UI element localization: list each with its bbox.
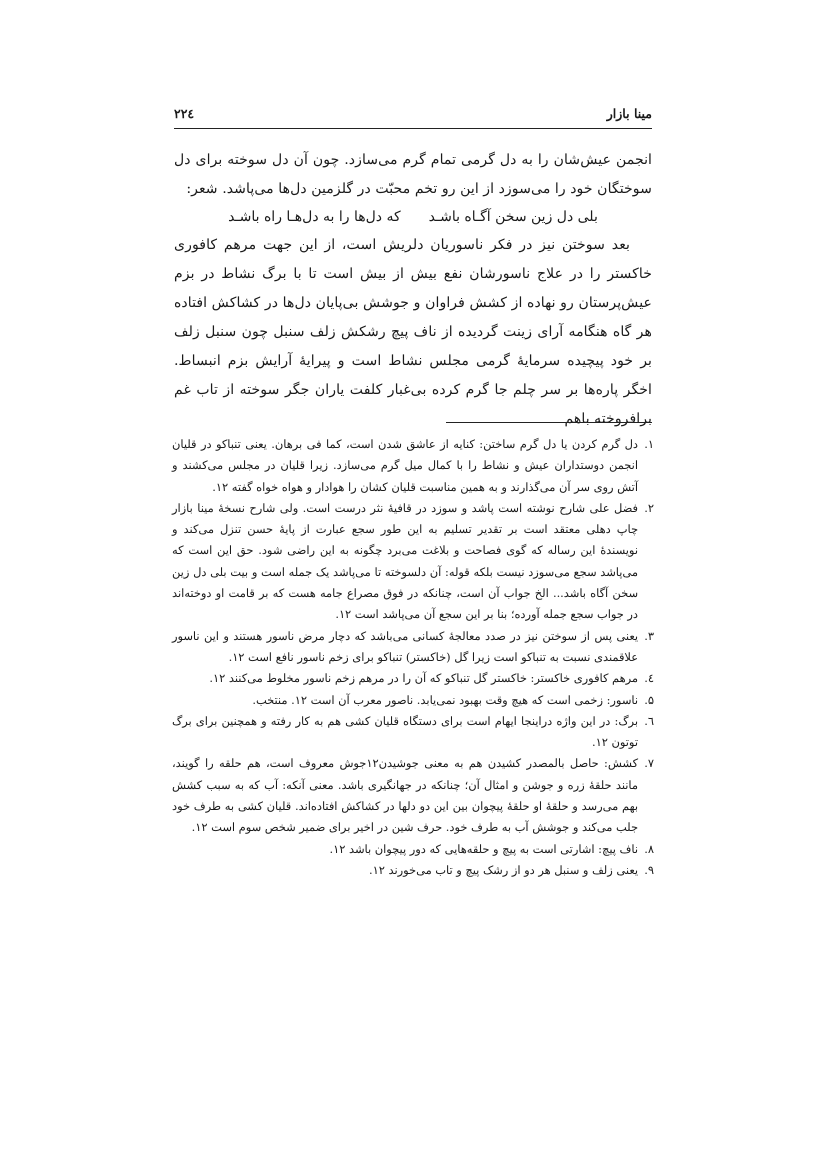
footnote-number: ۹. [644, 862, 654, 877]
footnote-text: برگ: در این واژه دراینجا ایهام است برای دستگاه قلیان کشی هم به کار رفته و همچنین برای برگ توتون ۱۲. [172, 713, 638, 750]
footnote [172, 668, 654, 689]
page-number: ۲۲٤ [174, 105, 195, 121]
footnote [172, 690, 654, 711]
footnote-number: ۸. [644, 841, 654, 856]
footnote-text: یعنی زلف و سنبل هر دو از رشک پیچ و تاب می‌خورند ۱۲. [369, 862, 638, 877]
footnote-text: مرهم کافوری خاکستر: خاکستر گل تنباکو که آن را در مرهم زخم ناسور مخلوط می‌کنند ۱۲. [209, 671, 638, 686]
paragraph-2: بعد سوختن نیز در فکر ناسوریان دلریش است، از این جهت مرهم کافوری خاکستر را در علاج ناسورشان نفع بیش از بیش است تا با برگ نشاط در بزم عیش‌پرستان رو نهاده از کشش فراوان و جوشش بی‌پایان دل‌ها در کشاکش افتاده هر گاه هنگامه آرای زینت گردیده از ناف پیچ رشکش زلف سنبل چون سنبل زلف بر خود پیچیده سرمایهٔ گرمی مجلس نشاط است و پیرایهٔ آرایش بزم انبساط. اخگر پاره‌ها بر سر چلم جا گرم کرده بی‌غبار کلفت یاران جگر سوخته از تاب غم برافروخته باهم [174, 237, 652, 427]
running-title: مینا بازار [606, 105, 652, 121]
footnote-number: ٤. [644, 671, 654, 686]
footnote [172, 860, 654, 881]
paragraph-1: انجمن عیش‌شان را به دل گرمی تمام گرم می‌سازد. چون آن دل سوخته برای دل سوختگان خود را می‌سوزد از این رو تخم محبّت در گلزمین دل‌ها می‌پاشد. شعر: [174, 152, 652, 197]
footnote [172, 839, 654, 860]
footnote-number: ۵. [644, 692, 654, 707]
footnote [172, 753, 654, 838]
footnote-number: ۱. [644, 437, 654, 451]
header-rule [174, 128, 652, 129]
footnote-text: دل گرم کردن یا دل گرم ساختن: کنایه از عاشق شدن است، کما فی برهان. یعنی تنباکو در قلیان انجمن دوستداران عیش و نشاط را با کمال میل گرم می‌سازد. زیرا قلیان در مجلس می‌کشند و آتش روی سر آن می‌گذارند و به همین مناسبت قلیان کشان را هوادار و هواه خواه گفته ۱۲. [172, 437, 638, 494]
footnote-number: ۷. [644, 756, 654, 771]
main-text [174, 146, 652, 434]
verse [174, 204, 652, 231]
footnote-text: یعنی پس از سوختن نیز در صدد معالجهٔ کسانی می‌باشد که دچار مرض ناسور هستند و این ناسور علاقمندی نسبت به تنباکو است زیرا گل (خاکستر) تنباکو برای زخم ناسور نافع است ۱۲. [172, 628, 638, 664]
page-header [174, 103, 652, 123]
verse-hemistich-left: که دل‌ها را به دل‌هـا راه باشـد [228, 209, 401, 225]
footnote-text: ناف پیچ: اشارتی است به پیچ و حلقه‌هایی که دور پیچوان باشد ۱۲. [329, 841, 638, 856]
footnote-number: ۲. [644, 500, 654, 515]
footnote [172, 434, 654, 498]
footnote-number: ۳. [644, 628, 654, 643]
verse-hemistich-right: بلی دل زین سخن آگـاه باشـد [428, 209, 598, 225]
footnotes [172, 434, 654, 881]
footnote-text: فضل علی شارح نوشته است پاشد و سوزد در قافیهٔ نثر درست است. ولی شارح نسخهٔ مینا بازار چاپ دهلی معتقد است بر تقدیر تسلیم به این طور سجع عبارت از پایهٔ حسن تنزل می‌کند و نویسندهٔ این رساله که گوی فصاحت و بلاغت می‌برد چگونه به این راضی شود. حق این است که می‌پاشد سجع می‌سوزد نیست بلکه قوله: آن دلسوخته تا می‌پاشد یک جمله است و بیت بلی دل زین سخن آگاه باشد... الخ جواب آن است، چنانکه در فوق مصراع جامه هست که بر قامت او دوخته‌اند در جواب سجع جمله آورده؛ بنا بر این سجع آن می‌پاشد است ۱۲. [172, 500, 638, 622]
footnote-number: ٦. [644, 713, 654, 728]
footnote [172, 498, 654, 626]
footnote [172, 626, 654, 669]
footnote-text: کشش: حاصل بالمصدر کشیدن هم به معنی جوشیدن۱۲جوش معروف است، هم حلقه را گویند، مانند حلقهٔ زره و جوشن و امثال آن؛ چنانکه در جهانگیری باشد. معنی آنکه: آب که به سبب کشش بهم می‌رسد و حلقهٔ او حلقهٔ پیچوان بین این دو دلها در کشاکش افتاده‌اند. قلیان کشی به طرف خود جلب می‌کند و جوشش آب به طرف خود. حرف شین در اخیر برای ضمیر شخص سوم است ۱۲. [172, 756, 638, 835]
footnote [172, 711, 654, 754]
footnote-text: ناسور: زخمی است که هیچ وقت بهبود نمی‌یابد. ناصور معرب آن است ۱۲. منتخب. [252, 692, 638, 707]
footnote-rule [446, 422, 652, 423]
